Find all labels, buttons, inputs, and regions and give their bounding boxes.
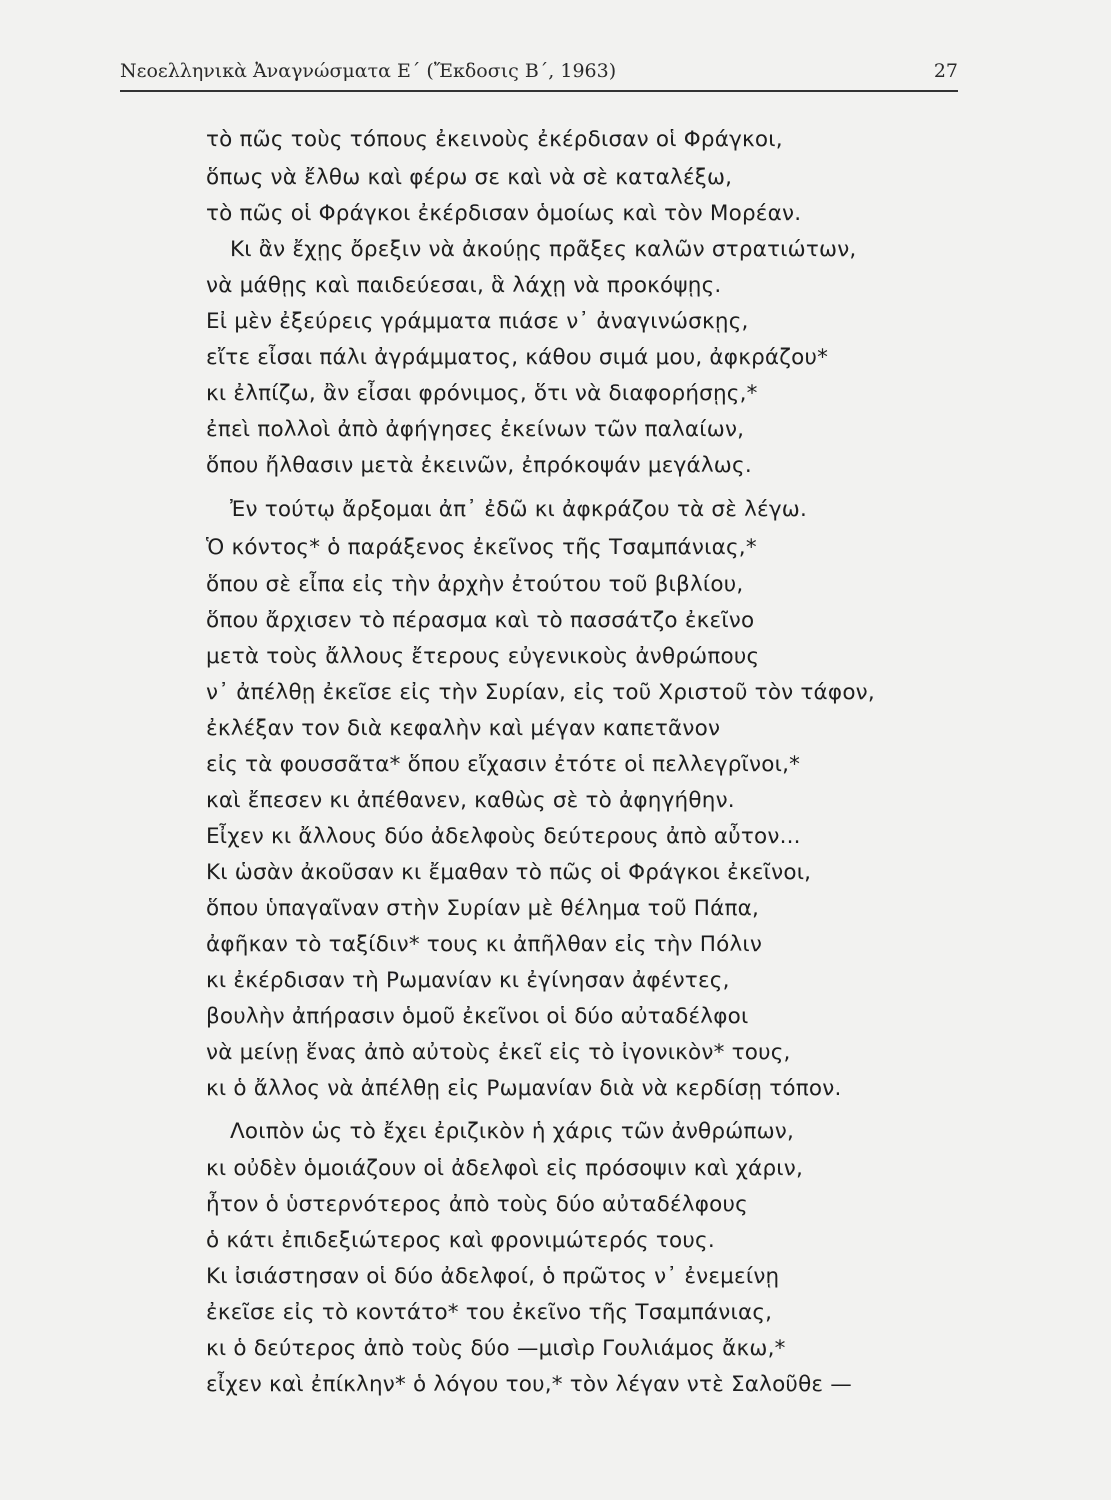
- poem-line: βουλὴν ἀπήρασιν ὁμοῦ ἐκεῖνοι οἱ δύο αὐταδέλφοι: [206, 1004, 749, 1029]
- poem-line: ὅπου ἄρχισεν τὸ πέρασμα καὶ τὸ πασσάτζο ἐκεῖνο: [206, 608, 755, 633]
- poem-line: μετὰ τοὺς ἄλλους ἔτερους εὐγενικοὺς ἀνθρώπους: [206, 644, 760, 669]
- poem-line: Ἐν τούτῳ ἄρξομαι ἀπ᾽ ἐδῶ κι ἀφκράζου τὰ σὲ λέγω.: [230, 497, 807, 522]
- poem-line: κι ἐκέρδισαν τὴ Ρωμανίαν κι ἐγίνησαν ἀφέντες,: [206, 968, 730, 993]
- poem-line: νὰ μάθῃς καὶ παιδεύεσαι, ἃ λάχῃ νὰ προκόψῃς.: [206, 273, 722, 298]
- poem-line: νὰ μείνῃ ἕνας ἀπὸ αὐτοὺς ἐκεῖ εἰς τὸ ἰγονικὸν* τους,: [206, 1040, 791, 1065]
- poem-line: κι οὐδὲν ὁμοιάζουν οἱ ἀδελφοὶ εἰς πρόσοψιν καὶ χάριν,: [206, 1156, 804, 1181]
- poem-line: ἐκεῖσε εἰς τὸ κοντάτο* του ἐκεῖνο τῆς Τσαμπάνιας,: [206, 1300, 773, 1325]
- poem-line: Ὁ κόντος* ὁ παράξενος ἐκεῖνος τῆς Τσαμπάνιας,*: [206, 535, 757, 560]
- poem-line: ἦτον ὁ ὑστερνότερος ἀπὸ τοὺς δύο αὐταδέλφους: [206, 1192, 748, 1217]
- poem-line: τὸ πῶς τοὺς τόπους ἐκεινοὺς ἐκέρδισαν οἱ Φράγκοι,: [206, 127, 783, 152]
- running-title: Νεοελληνικὰ Ἀναγνώσματα Ε΄ (Ἔκδοσις Β΄, 1963): [120, 60, 617, 82]
- poem-line: ὅπου ὑπαγαῖναν στὴν Συρίαν μὲ θέλημα τοῦ Πάπα,: [206, 896, 760, 921]
- poem-line: ν᾽ ἀπέλθῃ ἐκεῖσε εἰς τὴν Συρίαν, εἰς τοῦ Χριστοῦ τὸν τάφον,: [206, 680, 875, 705]
- poem-line: εἴτε εἶσαι πάλι ἀγράμματος, κάθου σιμά μου, ἀφκράζου*: [206, 345, 829, 370]
- poem-line: Εἰ μὲν ἐξεύρεις γράμματα πιάσε ν᾽ ἀναγινώσκῃς,: [206, 309, 749, 334]
- poem-line: εἶχεν καὶ ἐπίκλην* ὁ λόγου του,* τὸν λέγαν ντὲ Σαλοῦθε —: [206, 1372, 852, 1397]
- poem-line: ὁ κάτι ἐπιδεξιώτερος καὶ φρονιμώτερός τους.: [206, 1228, 715, 1253]
- poem-line: Λοιπὸν ὡς τὸ ἔχει ἐριζικὸν ἡ χάρις τῶν ἀνθρώπων,: [230, 1119, 795, 1144]
- poem-line: ἐπεὶ πολλοὶ ἀπὸ ἀφήγησες ἐκείνων τῶν παλαίων,: [206, 417, 745, 442]
- poem-line: κι ἐλπίζω, ἂν εἶσαι φρόνιμος, ὅτι νὰ διαφορήσῃς,*: [206, 381, 758, 406]
- poem-line: κι ὁ ἄλλος νὰ ἀπέλθῃ εἰς Ρωμανίαν διὰ νὰ κερδίσῃ τόπον.: [206, 1076, 842, 1101]
- poem-line: ὅπου ἤλθασιν μετὰ ἐκεινῶν, ἐπρόκοψάν μεγάλως.: [206, 453, 752, 478]
- poem-line: κι ὁ δεύτερος ἀπὸ τοὺς δύο —μισὶρ Γουλιάμος ἄκω,*: [206, 1336, 786, 1361]
- poem-line: Εἶχεν κι ἄλλους δύο ἀδελφοὺς δεύτερους ἀπὸ αὖτον...: [206, 824, 801, 849]
- poem-line: εἰς τὰ φουσσᾶτα* ὅπου εἴχασιν ἐτότε οἱ πελλεγρῖνοι,*: [206, 752, 801, 777]
- poem-line: ἐκλέξαν τον διὰ κεφαλὴν καὶ μέγαν καπετᾶνον: [206, 716, 721, 741]
- poem-line: καὶ ἔπεσεν κι ἀπέθανεν, καθὼς σὲ τὸ ἀφηγήθην.: [206, 788, 735, 813]
- poem-line: Κι ὡσὰν ἀκοῦσαν κι ἔμαθαν τὸ πῶς οἱ Φράγκοι ἐκεῖνοι,: [206, 860, 812, 885]
- page-number: 27: [933, 60, 958, 82]
- poem-line: ἀφῆκαν τὸ ταξίδιν* τους κι ἀπῆλθαν εἰς τὴν Πόλιν: [206, 932, 763, 957]
- poem-line: τὸ πῶς οἱ Φράγκοι ἐκέρδισαν ὁμοίως καὶ τὸν Μορέαν.: [206, 201, 802, 226]
- poem-line: ὅπως νὰ ἔλθω καὶ φέρω σε καὶ νὰ σὲ καταλέξω,: [206, 165, 733, 190]
- poem-line: Κι ἂν ἔχῃς ὄρεξιν νὰ ἀκούῃς πρᾶξες καλῶν στρατιώτων,: [230, 237, 857, 262]
- poem-line: Κι ἰσιάστησαν οἱ δύο ἀδελφοί, ὁ πρῶτος ν᾽ ἐνεμείνῃ: [206, 1264, 780, 1289]
- poem-line: ὅπου σὲ εἶπα εἰς τὴν ἀρχὴν ἐτούτου τοῦ βιβλίου,: [206, 572, 744, 597]
